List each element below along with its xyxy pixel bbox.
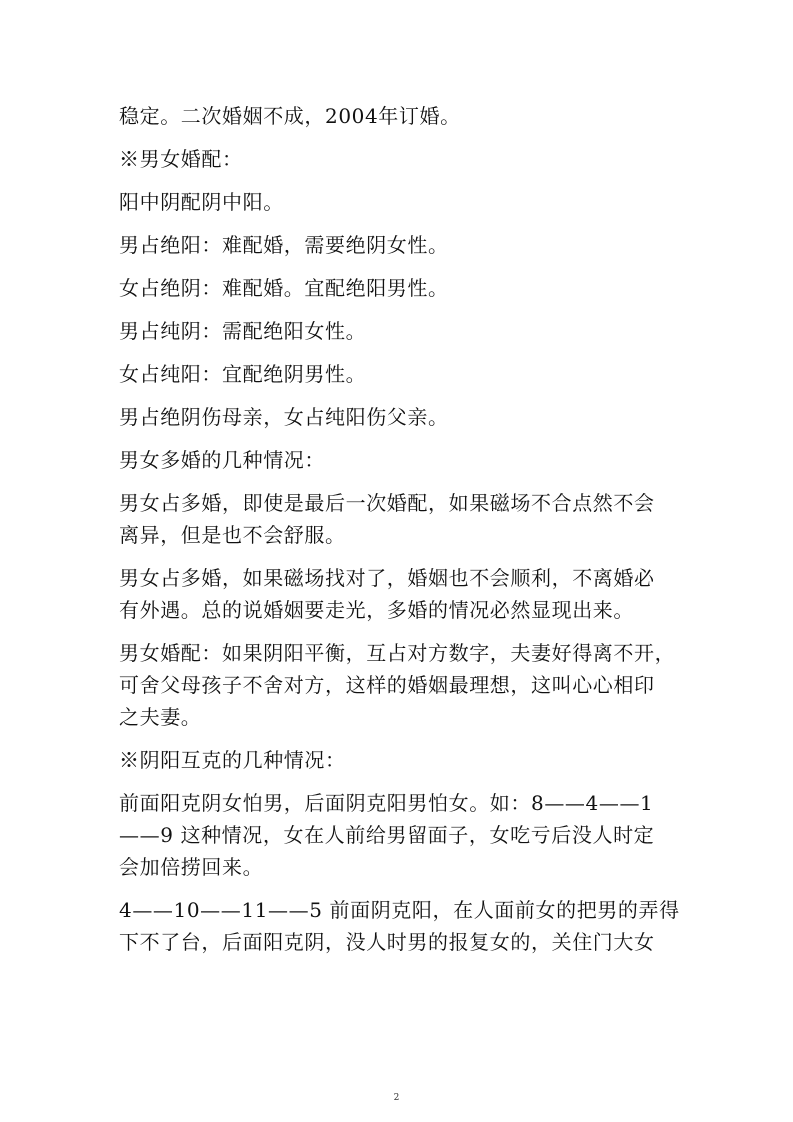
text-line: ※男女婚配： (119, 147, 243, 171)
page-number: 2 (393, 1093, 400, 1103)
paragraph (119, 272, 679, 304)
text-line: 男女多婚的几种情况： (119, 448, 325, 472)
text-line: 阳中阴配阴中阳。 (119, 190, 284, 214)
paragraph (119, 787, 679, 883)
paragraph (119, 315, 679, 347)
text-line: 稳定。二次婚姻不成，2004年订婚。 (119, 104, 461, 128)
paragraph (119, 744, 679, 776)
text-line: 男占绝阴伤母亲，女占纯阳伤父亲。 (119, 405, 449, 429)
text-line: 可舍父母孩子不舍对方，这样的婚姻最理想，这叫心心相印 (119, 673, 655, 697)
text-line: 男占绝阳：难配婚，需要绝阴女性。 (119, 233, 449, 257)
paragraph (119, 229, 679, 261)
text-line: ——9 这种情况，女在人前给男留面子，女吃亏后没人时定 (119, 823, 655, 847)
paragraph (119, 186, 679, 218)
paragraph (119, 637, 679, 733)
text-line: 4——10——11——5 前面阴克阳，在人面前女的把男的弄得 (119, 898, 680, 922)
text-line: ※阴阳互克的几种情况： (119, 748, 346, 772)
text-line: 会加倍捞回来。 (119, 855, 264, 879)
document-body (119, 100, 679, 969)
text-line: 女占纯阳：宜配绝阴男性。 (119, 362, 367, 386)
paragraph (119, 487, 679, 551)
paragraph (119, 100, 679, 132)
paragraph (119, 562, 679, 626)
text-line: 之夫妻。 (119, 705, 202, 729)
paragraph (119, 358, 679, 390)
paragraph (119, 143, 679, 175)
text-line: 男女占多婚，如果磁场找对了，婚姻也不会顺利，不离婚必 (119, 566, 655, 590)
text-line: 前面阳克阴女怕男，后面阴克阳男怕女。如：8——4——1 (119, 791, 654, 815)
text-line: 有外遇。总的说婚姻要走光，多婚的情况必然显现出来。 (119, 598, 634, 622)
text-line: 下不了台，后面阳克阴，没人时男的报复女的，关住门大女 (119, 930, 655, 954)
text-line: 离异，但是也不会舒服。 (119, 523, 346, 547)
text-line: 女占绝阴：难配婚。宜配绝阳男性。 (119, 276, 449, 300)
paragraph (119, 444, 679, 476)
text-line: 男女占多婚，即使是最后一次婚配，如果磁场不合点然不会 (119, 491, 655, 515)
paragraph (119, 894, 679, 958)
text-line: 男女婚配：如果阴阳平衡，互占对方数字，夫妻好得离不开， (119, 641, 676, 665)
text-line: 男占纯阴：需配绝阳女性。 (119, 319, 367, 343)
paragraph (119, 401, 679, 433)
